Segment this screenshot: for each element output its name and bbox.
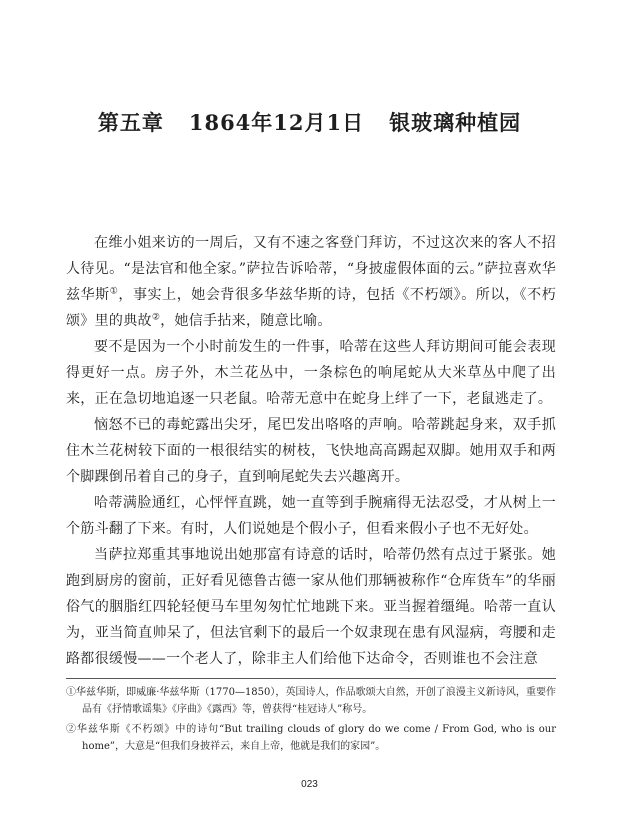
paragraph: 当萨拉郑重其事地说出她那富有诗意的话时，哈蒂仍然有点过于紧张。她跑到厨房的窗前，正好看见德鲁古德一家从他们那辆被称作“仓库货车”的华丽俗气的胭脂红四轮轻便马车里匆匆忙忙地跳下来。亚当握着缰绳。哈蒂一直认为，亚当简直帅呆了，但法官剩下的最后一个奴隶现在患有风湿病，弯腰和走路都很缓慢——一个老人了，除非主人们给他下达命令，否则谁也不会注意 xyxy=(66,547,556,667)
paragraph: 恼怒不已的毒蛇露出尖牙，尾巴发出咯咯的声响。哈蒂跳起身来，双手抓住木兰花树较下面的一根很结实的树枝，飞快地高高踢起双脚。她用双手和两个脚踝倒吊着自己的身子，直到响尾蛇失去兴趣离开。 xyxy=(66,417,556,485)
footnote-ref-2[interactable]: ② xyxy=(151,312,161,323)
footnote-divider xyxy=(66,678,556,679)
footnote-1: ①华兹华斯，即威廉·华兹华斯（1770—1850），英国诗人，作品歌颂大自然，开创了浪漫主义新诗风，重要作品有《抒情歌谣集》《序曲》《露西》等，曾获得“桂冠诗人”称号。 xyxy=(66,687,556,715)
chapter-title xyxy=(0,107,619,137)
footnotes xyxy=(66,684,556,758)
chapter-name: 银玻璃种植园 xyxy=(389,110,522,135)
body-text xyxy=(66,230,556,672)
paragraph: 哈蒂满脸通红，心怦怦直跳，她一直等到手腕痛得无法忍受，才从树上一个筋斗翻了下来。有时，人们说她是个假小子，但看来假小子也不无好处。 xyxy=(66,495,556,537)
paragraph: 在维小姐来访的一周后，又有不速之客登门拜访，不过这次来的客人不招人待见。“是法官和他全家。”萨拉告诉哈蒂，“身披虚假体面的云。”萨拉喜欢华兹华斯①，事实上，她会背很多华兹华斯的诗，包括《不朽颂》。所以，《不朽颂》里的典故②，她信手拈来，随意比喻。 xyxy=(66,235,556,329)
footnote-2: ②华兹华斯《不朽颂》中的诗句“But trailing clouds of glory do we come / From God, who is our home”，大意是“但我们身披祥云，来自上帝，他就是我们的家园”。 xyxy=(66,724,556,752)
paragraph: 要不是因为一个小时前发生的一件事，哈蒂在这些人拜访期间可能会表现得更好一点。房子外，木兰花丛中，一条棕色的响尾蛇从大米草丛中爬了出来，正在急切地追逐一只老鼠。哈蒂无意中在蛇身上绊了一下，老鼠逃走了。 xyxy=(66,339,556,407)
chapter-date: 1864年12月1日 xyxy=(188,110,365,135)
page-number: 023 xyxy=(301,779,318,790)
chapter-number: 第五章 xyxy=(97,110,164,135)
footnote-ref-1[interactable]: ① xyxy=(109,286,119,297)
